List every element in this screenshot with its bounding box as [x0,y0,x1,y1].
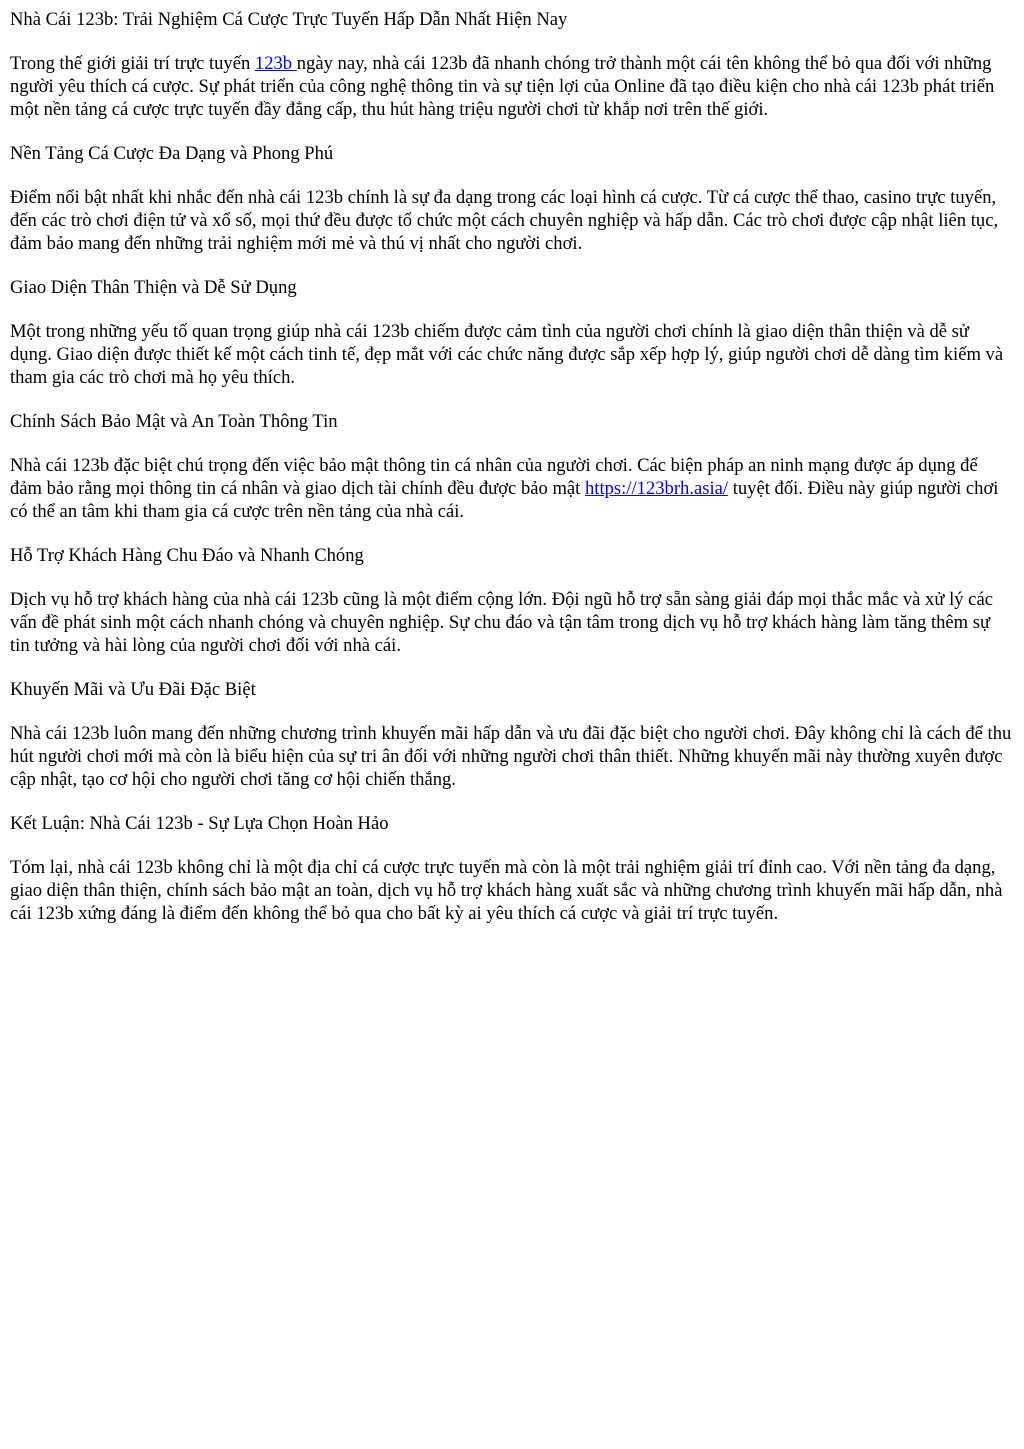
platform-paragraph: Điểm nổi bật nhất khi nhắc đến nhà cái 123b chính là sự đa dạng trong các loại hình cá cược. Từ cá cược thể thao, casino trực tuyến, đến các trò chơi điện tử và xổ số, mọi thứ đều được tổ chức một cách chuyên nghiệp và hấp dẫn. Các trò chơi được cập nhật liên tục, đảm bảo mang đến những trải nghiệm mới mẻ và thú vị nhất cho người chơi. [10,187,999,254]
platform-heading: Nền Tảng Cá Cược Đa Dạng và Phong Phú [10,143,334,164]
security-paragraph [10,454,1014,523]
intro-123b-link[interactable]: 123b [254,53,297,74]
page-title: Nhà Cái 123b: Trải Nghiệm Cá Cược Trực Tuyến Hấp Dẫn Nhất Hiện Nay [10,9,568,30]
security-text-after-link: tuyệt đối. Điều này giúp người chơi có thể an tâm khi tham gia cá cược trên nền tảng của nhà cái. [10,478,999,522]
support-paragraph: Dịch vụ hỗ trợ khách hàng của nhà cái 123b cũng là một điểm cộng lớn. Đội ngũ hỗ trợ sẵn sàng giải đáp mọi thắc mắc và xử lý các vấn đề phát sinh một cách nhanh chóng và chuyên nghiệp. Sự chu đáo và tận tâm trong dịch vụ hỗ trợ khách hàng làm tăng thêm sự tin tưởng và hài lòng của người chơi đối với nhà cái. [10,589,993,656]
intro-text-after-link: ngày nay, nhà cái 123b đã nhanh chóng trở thành một cái tên không thể bỏ qua đối với những người yêu thích cá cược. Sự phát triển của công nghệ thông tin và sự tiện lợi của Online đã tạo điều kiện cho nhà cái 123b phát triển một nền tảng cá cược trực tuyến đầy đẳng cấp, thu hút hàng triệu người chơi từ khắp nơi trên thế giới. [10,53,995,120]
interface-heading: Giao Diện Thân Thiện và Dễ Sử Dụng [10,277,297,298]
intro-paragraph [10,52,1014,121]
interface-paragraph: Một trong những yếu tố quan trọng giúp nhà cái 123b chiếm được cảm tình của người chơi chính là giao diện thân thiện và dễ sử dụng. Giao diện được thiết kế một cách tinh tế, đẹp mắt với các chức năng được sắp xếp hợp lý, giúp người chơi dễ dàng tìm kiếm và tham gia các trò chơi mà họ yêu thích. [10,321,1004,388]
security-text-before-link: Nhà cái 123b đặc biệt chú trọng đến việc bảo mật thông tin cá nhân của người chơi. Các biện pháp an ninh mạng được áp dụng để đảm bảo rằng mọi thông tin cá nhân và giao dịch tài chính đều được bảo mật [10,455,978,499]
security-site-link[interactable]: https://123brh.asia/ [584,478,729,499]
promotions-heading: Khuyến Mãi và Ưu Đãi Đặc Biệt [10,679,256,700]
promotions-paragraph: Nhà cái 123b luôn mang đến những chương trình khuyến mãi hấp dẫn và ưu đãi đặc biệt cho người chơi. Đây không chỉ là cách để thu hút người chơi mới mà còn là biểu hiện của sự tri ân đối với những người chơi thân thiết. Những khuyến mãi này thường xuyên được cập nhật, tạo cơ hội cho người chơi tăng cơ hội chiến thắng. [10,723,1012,790]
conclusion-heading: Kết Luận: Nhà Cái 123b - Sự Lựa Chọn Hoàn Hảo [10,813,389,834]
support-heading: Hỗ Trợ Khách Hàng Chu Đáo và Nhanh Chóng [10,545,364,566]
security-heading: Chính Sách Bảo Mật và An Toàn Thông Tin [10,411,338,432]
conclusion-paragraph: Tóm lại, nhà cái 123b không chỉ là một địa chỉ cá cược trực tuyến mà còn là một trải nghiệm giải trí đỉnh cao. Với nền tảng đa dạng, giao diện thân thiện, chính sách bảo mật an toàn, dịch vụ hỗ trợ khách hàng xuất sắc và những chương trình khuyến mãi hấp dẫn, nhà cái 123b xứng đáng là điểm đến không thể bỏ qua cho bất kỳ ai yêu thích cá cược và giải trí trực tuyến. [10,857,1003,924]
intro-text-before-link: Trong thế giới giải trí trực tuyến [10,53,255,74]
